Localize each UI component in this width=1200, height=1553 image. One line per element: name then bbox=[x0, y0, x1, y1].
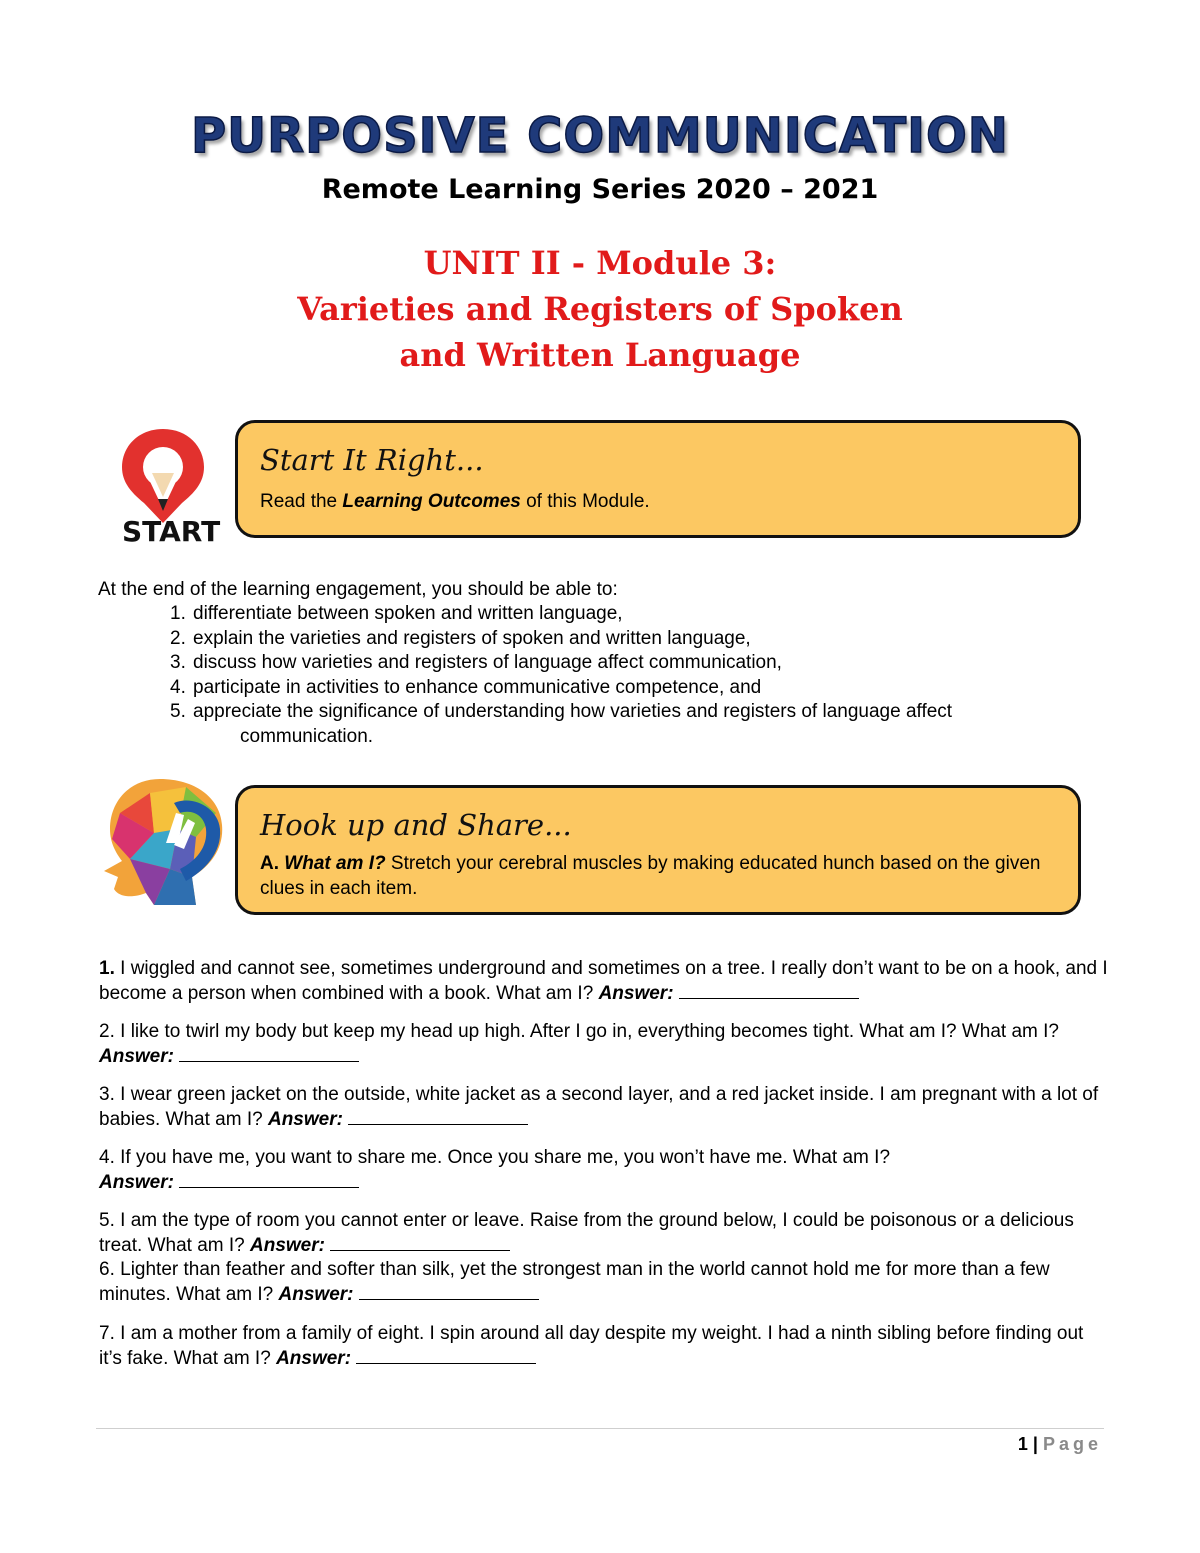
page-word: Page bbox=[1042, 1434, 1102, 1454]
hook-up-and-share-text bbox=[260, 851, 1058, 901]
outcome-number: 4. bbox=[170, 676, 186, 698]
list-item bbox=[99, 1258, 1109, 1307]
list-item bbox=[99, 1322, 1109, 1371]
answer-blank[interactable] bbox=[679, 983, 859, 999]
list-item bbox=[99, 1209, 1109, 1258]
start-text-before: Read the bbox=[260, 491, 343, 512]
unit-title-line-1: UNIT II - Module 3: bbox=[423, 244, 777, 282]
riddle-number: 7. bbox=[99, 1323, 115, 1344]
answer-label: Answer: bbox=[267, 1108, 343, 1130]
activity-label: A. bbox=[260, 853, 279, 874]
outcome-number: 5. bbox=[170, 701, 186, 723]
list-item bbox=[170, 602, 1070, 627]
footer-divider bbox=[96, 1428, 1104, 1429]
riddle-text: I am the type of room you cannot enter or leave. Raise from the ground below, I could be poisonous or a delicious treat. What am I? bbox=[99, 1210, 1074, 1256]
list-item bbox=[99, 1146, 1109, 1195]
outcome-number: 1. bbox=[170, 603, 186, 624]
activity-instructions: Stretch your cerebral muscles by making educated hunch based on the given clues in each item. bbox=[260, 853, 1041, 899]
answer-label: Answer: bbox=[250, 1234, 325, 1256]
page-number: 1 bbox=[1017, 1434, 1028, 1454]
list-item bbox=[170, 651, 1070, 676]
activity-title: What am I? bbox=[284, 853, 386, 874]
outcome-text: explain the varieties and registers of spoken and written language, bbox=[193, 627, 751, 649]
answer-label: Answer: bbox=[99, 1045, 174, 1067]
riddle-text: I am a mother from a family of eight. I spin around all day despite my weight. I had a ninth sibling before finding out it’s fake. What am I? bbox=[99, 1323, 1084, 1369]
outcome-number: 2. bbox=[170, 627, 186, 649]
riddle-text: If you have me, you want to share me. Once you share me, you won’t have me. What am I? bbox=[114, 1147, 891, 1168]
unit-title-line-2: Varieties and Registers of Spoken bbox=[297, 290, 903, 328]
list-item bbox=[99, 957, 1109, 1006]
outcome-text: appreciate the significance of understanding how varieties and registers of language affect bbox=[193, 701, 953, 723]
answer-blank[interactable] bbox=[330, 1235, 510, 1251]
riddle-number: 1. bbox=[99, 958, 115, 979]
hook-up-and-share-callout bbox=[235, 785, 1081, 915]
start-it-right-text bbox=[260, 489, 1058, 514]
answer-label: Answer: bbox=[99, 1171, 174, 1193]
document-title: PURPOSIVE COMMUNICATION bbox=[191, 108, 1009, 164]
list-item bbox=[170, 627, 1070, 652]
unit-title bbox=[0, 240, 1200, 378]
list-item bbox=[170, 700, 1070, 725]
riddle-number: 2. bbox=[99, 1021, 115, 1042]
learning-outcomes-emphasis: Learning Outcomes bbox=[342, 491, 521, 512]
start-logo-text: START bbox=[122, 515, 221, 548]
riddle-number: 6. bbox=[99, 1259, 115, 1280]
riddle-text: I wiggled and cannot see, sometimes underground and sometimes on a tree. I really don’t want to be on a hook, and I become a person when combined with a book. What am I? bbox=[99, 958, 1108, 1004]
riddle-number: 4. bbox=[99, 1147, 115, 1168]
list-item bbox=[170, 676, 1070, 701]
outcome-number: 3. bbox=[170, 652, 186, 674]
outcome-continuation: communication. bbox=[240, 725, 374, 747]
answer-label: Answer: bbox=[598, 982, 674, 1004]
riddle-number: 3. bbox=[99, 1084, 115, 1105]
answer-blank[interactable] bbox=[348, 1109, 528, 1125]
outcome-text: discuss how varieties and registers of language affect communication, bbox=[193, 652, 782, 674]
answer-blank[interactable] bbox=[356, 1348, 536, 1364]
start-it-right-heading: Start It Right... bbox=[260, 443, 484, 477]
list-item bbox=[99, 1083, 1109, 1132]
answer-blank[interactable] bbox=[179, 1172, 359, 1188]
outcome-text: differentiate between spoken and written language, bbox=[193, 603, 623, 624]
series-subtitle: Remote Learning Series 2020 – 2021 bbox=[321, 174, 879, 205]
outcome-text: participate in activities to enhance communicative competence, and bbox=[193, 676, 762, 698]
answer-label: Answer: bbox=[278, 1283, 354, 1305]
outcomes-intro: At the end of the learning engagement, you should be able to: bbox=[98, 579, 618, 600]
answer-label: Answer: bbox=[276, 1347, 352, 1369]
start-it-right-callout bbox=[235, 420, 1081, 538]
riddle-text: Lighter than feather and softer than silk, yet the strongest man in the world cannot hold me for more than a few minutes. What am I? bbox=[99, 1259, 1050, 1305]
unit-title-line-3: and Written Language bbox=[399, 336, 801, 374]
answer-blank[interactable] bbox=[179, 1046, 359, 1062]
riddle-text: I wear green jacket on the outside, white jacket as a second layer, and a red jacket inside. I am pregnant with a lot of babies. What am I? bbox=[99, 1084, 1099, 1130]
riddle-text: I like to twirl my body but keep my head up high. After I go in, everything becomes tight. What am I? What am I? bbox=[114, 1021, 1059, 1042]
outcomes-list bbox=[170, 602, 1070, 750]
start-text-after: of this Module. bbox=[520, 491, 650, 512]
hook-up-and-share-heading: Hook up and Share... bbox=[260, 808, 572, 842]
answer-blank[interactable] bbox=[359, 1284, 539, 1300]
page-footer bbox=[1018, 1434, 1102, 1455]
page-separator: | bbox=[1027, 1434, 1043, 1454]
colorful-head-hand-icon bbox=[100, 773, 230, 908]
list-item bbox=[99, 1020, 1109, 1069]
riddle-number: 5. bbox=[99, 1210, 115, 1231]
